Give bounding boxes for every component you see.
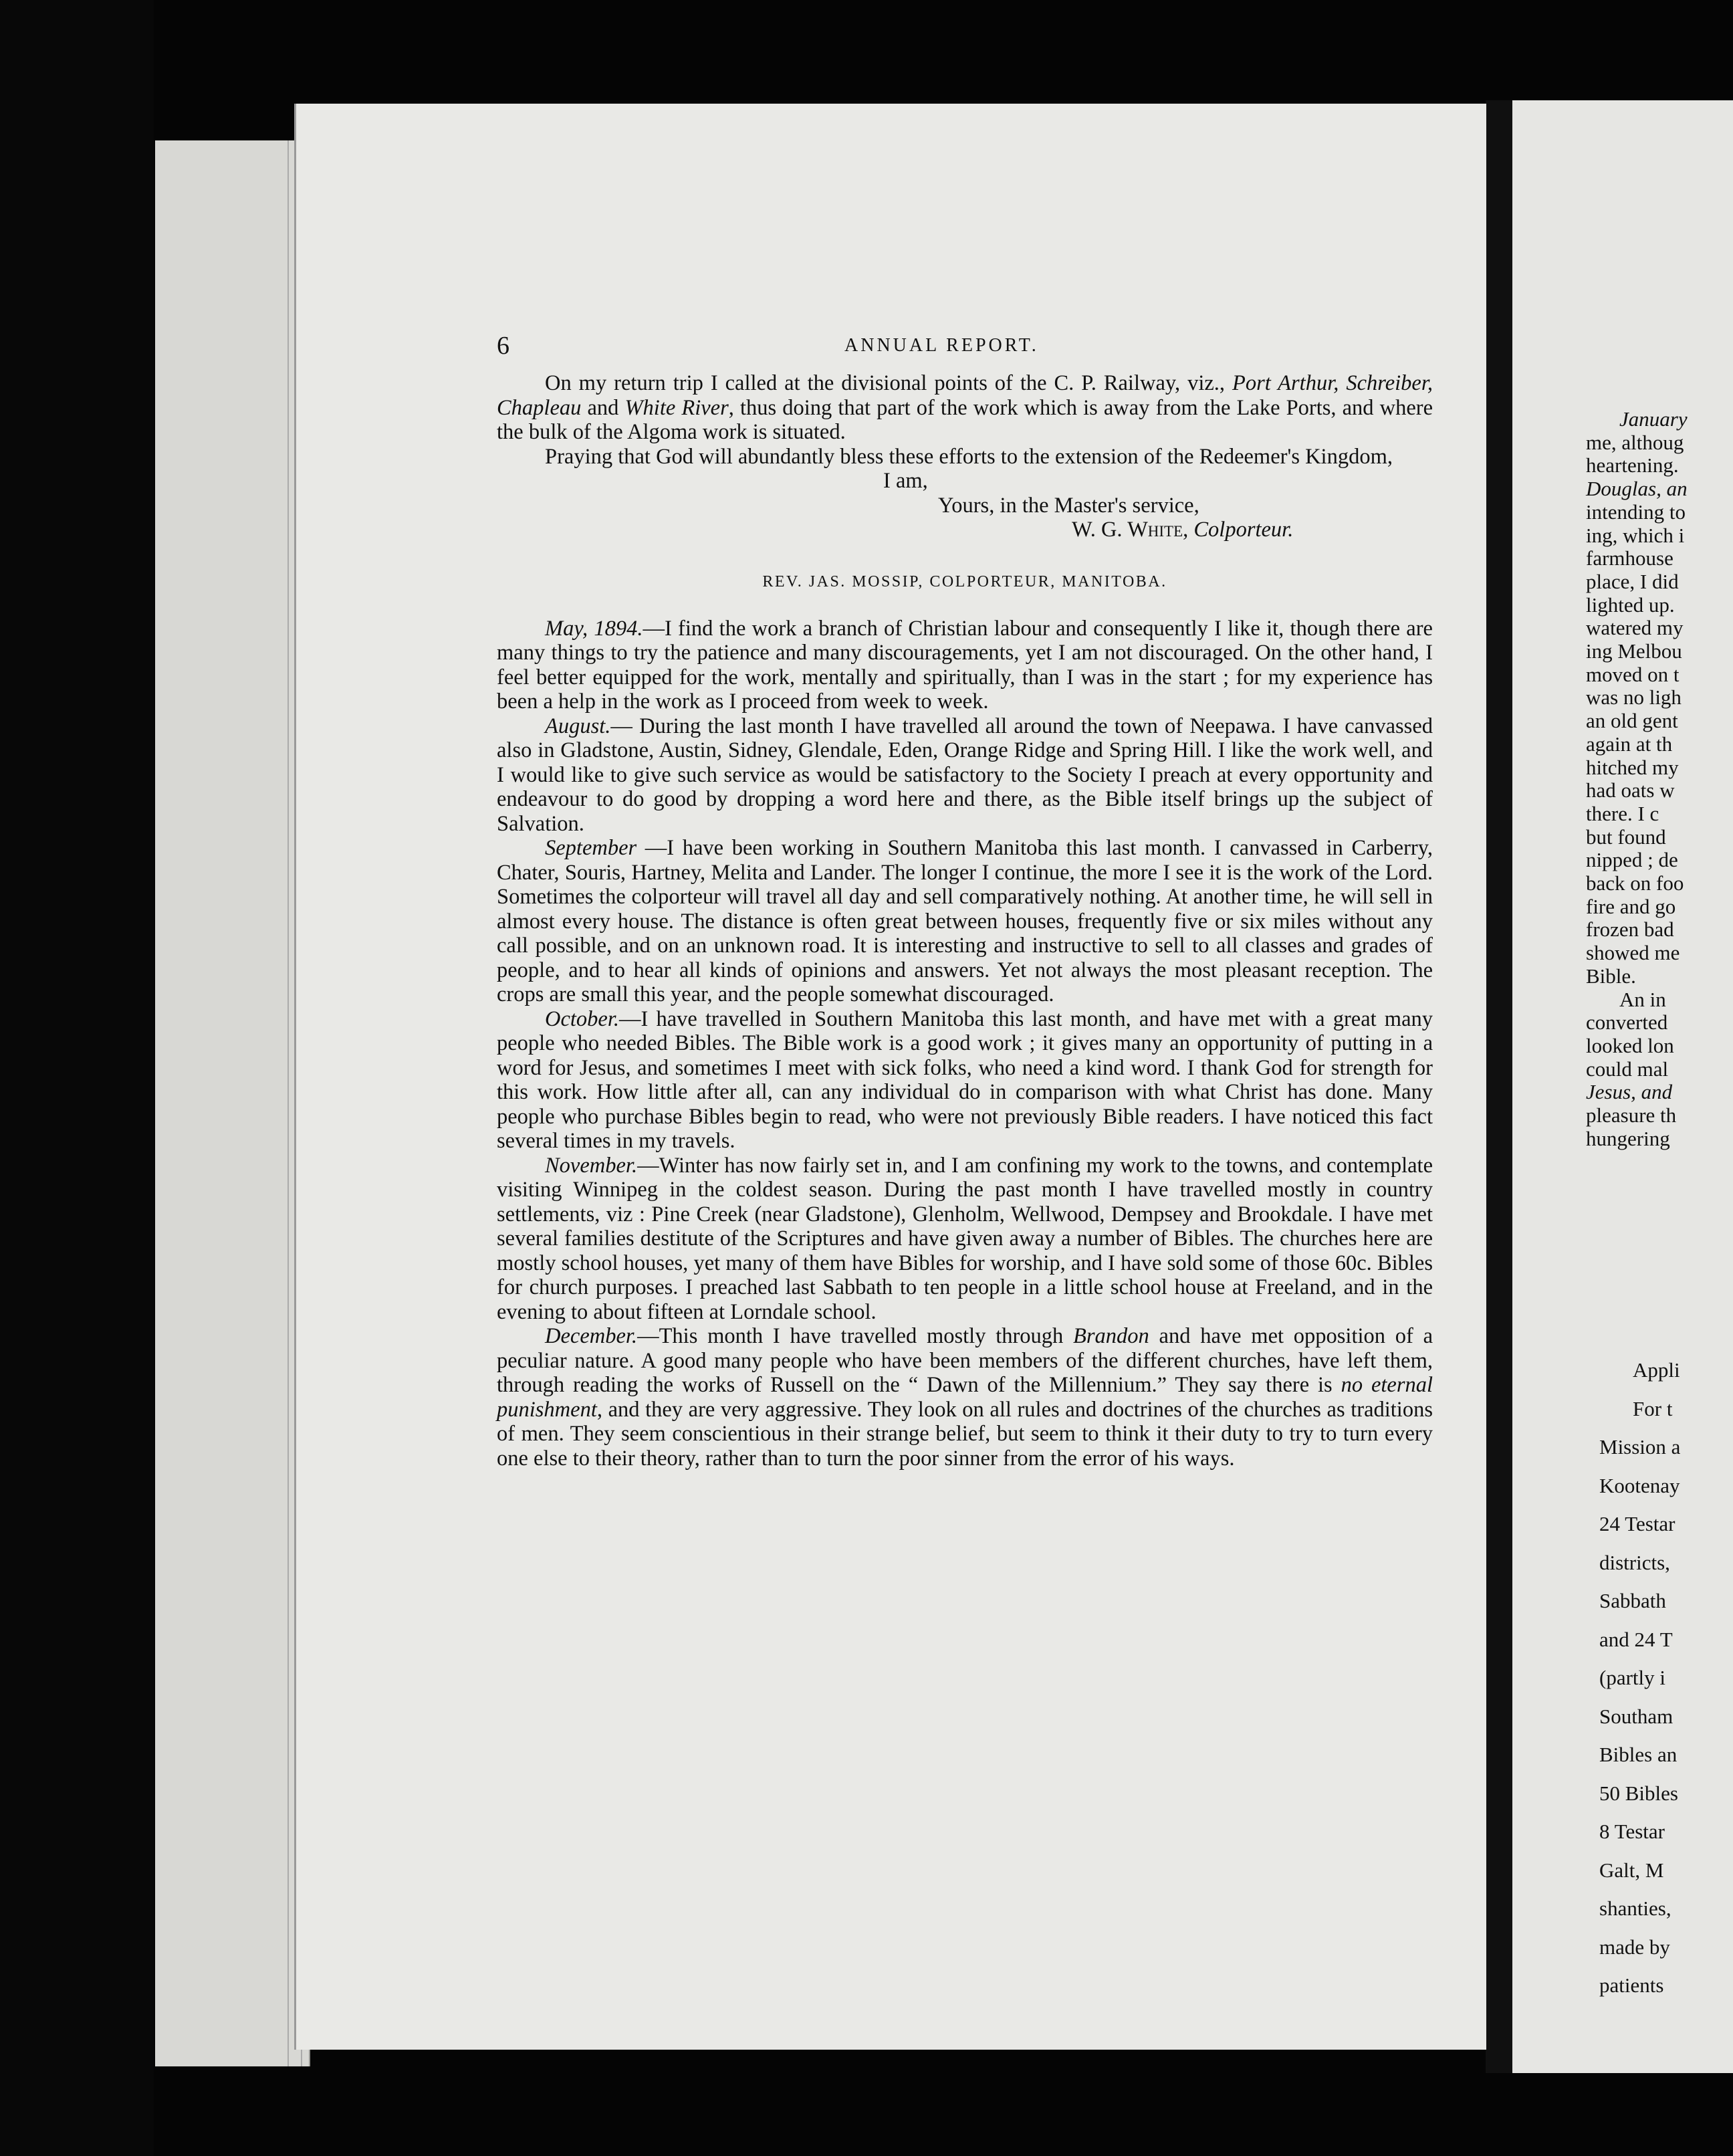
facing-page-line: converted	[1586, 1010, 1668, 1035]
facing-page-line: Bible.	[1586, 964, 1636, 988]
facing-page-line: Southam	[1599, 1704, 1673, 1728]
facing-page-line: heartening.	[1586, 453, 1679, 477]
signature: W. G. White, Colporteur.	[1072, 518, 1294, 542]
facing-page-line: Appli	[1633, 1358, 1680, 1382]
facing-page-line: looked lon	[1586, 1033, 1674, 1057]
facing-page-line: ing Melbou	[1586, 639, 1682, 663]
facing-page-line: For t	[1633, 1396, 1673, 1420]
facing-page-line: intending to	[1586, 500, 1686, 524]
facing-page-line: shanties,	[1599, 1897, 1671, 1920]
page-number: 6	[497, 332, 509, 360]
facing-page-line: fire and go	[1586, 894, 1676, 918]
facing-page-line: farmhouse	[1586, 546, 1673, 570]
page-stack-edge	[155, 140, 310, 2066]
facing-page-text-bottom	[1599, 1351, 1733, 2005]
facing-page-text-top	[1586, 408, 1733, 1151]
report-entry: September —I have been working in Southern Manitoba this last month. I canvassed in Carberry, Chater, Souris, Hartney, Melita and Lander. The longer I continue, the more I see it is the work of the Lord. Sometimes the colporteur will travel all day and sell comparatively nothing. At another time, he will sell in almost every house. The distance is often great between houses, frequently five or six miles without any call possible, and on an unknown road. It is interesting and instructive to sell to all classes and grades of people, and to hear all kinds of opinions and answers. Yet not always the most pleasant reception. The crops are small this year, and the people somewhat discouraged.	[497, 836, 1433, 1006]
facing-page-line: watered my	[1586, 616, 1684, 640]
facing-page-line: had oats w	[1586, 778, 1675, 802]
running-head	[497, 331, 1433, 371]
facing-page-line: back on foo	[1586, 871, 1684, 895]
facing-page-line: Kootenay	[1599, 1473, 1680, 1497]
facing-page-line: Sabbath	[1599, 1589, 1666, 1612]
facing-page-line: me, althoug	[1586, 430, 1684, 454]
running-title: ANNUAL REPORT.	[844, 335, 1039, 356]
report-entry: November.—Winter has now fairly set in, and I am confining my work to the towns, and contemplate visiting Winnipeg in the coldest season. During the past month I have travelled mostly in country settlements, viz : Pine Creek (near Gladstone), Glenholm, Wellwood, Dempsey and Brookdale. I have met several families destitute of the Scriptures and have given away a number of Bibles. The churches here are mostly school houses, yet many of them have Bibles for worship, and I have sold some of those 60c. Bibles for church purposes. I preached last Sabbath to ten people in a little school house at Freeland, and in the evening to about fifteen at Lorndale school.	[497, 1153, 1433, 1324]
letter-paragraph: On my return trip I called at the divisional points of the C. P. Railway, viz., Port Arthur, Schreiber, Chapleau and White River, thus doing that part of the work which is away from the Lake Ports, and where the bulk of the Algoma work is situated.	[497, 371, 1433, 444]
facing-page-line: there. I c	[1586, 801, 1659, 825]
facing-page-line: Mission a	[1599, 1435, 1681, 1459]
facing-page-line: 24 Testar	[1599, 1512, 1676, 1535]
facing-page-line: Galt, M	[1599, 1858, 1664, 1882]
facing-page-line: ing, which i	[1586, 523, 1685, 547]
facing-page-line: hitched my	[1586, 755, 1679, 779]
facing-page-line: made by	[1599, 1935, 1670, 1959]
scan-background	[0, 0, 154, 2156]
facing-page-line: was no ligh	[1586, 685, 1682, 710]
facing-page-line: and 24 T	[1599, 1627, 1673, 1651]
closing-i-am: I am,	[883, 469, 928, 493]
book-gutter	[1486, 100, 1512, 2073]
report-entry: October.—I have travelled in Southern Manitoba this last month, and have met with a great many people who needed Bibles. The Bible work is a good work ; it gives many an opportunity of putting in a word for Jesus, and sometimes I meet with sick folks, who need a kind word. I thank God for strength for this work. How little after all, can any individual do in comparison with what Christ has done. Many people who purchase Bibles begin to read, who were not previously Bible readers. I have noticed this fact several times in my travels.	[497, 1006, 1433, 1153]
facing-page-line: Douglas, an	[1586, 477, 1688, 501]
facing-page-line: patients	[1599, 1973, 1664, 1997]
facing-page-line: moved on t	[1586, 662, 1680, 686]
letter-paragraph: Praying that God will abundantly bless these efforts to the extension of the Redeemer's Kingdom,	[545, 444, 1393, 469]
facing-page-line: 50 Bibles	[1599, 1781, 1678, 1805]
facing-page-line: lighted up.	[1586, 592, 1675, 617]
report-entry: May, 1894.—I find the work a branch of Christian labour and consequently I like it, though there are many things to try the patience and many discouragements, yet I am not discouraged. On the other hand, I feel better equipped for the work, mentally and spiritually, than I was in the start ; for my experience has been a help in the work as I proceed from week to week.	[497, 616, 1433, 714]
facing-page-line: An in	[1619, 987, 1666, 1011]
report-entry: December.—This month I have travelled mostly through Brandon and have met opposition of a peculiar nature. A good many people who have been members of the different churches, have left them, through reading the works of Russell on the “ Dawn of the Millennium.” They say there is no eternal punishment, and they are very aggressive. They look on all rules and doctrines of the churches as traditions of men. They seem conscientious in their strange belief, but seem to think it their duty to try to turn every one else to their theory, rather than to turn the poor sinner from the error of his ways.	[497, 1324, 1433, 1471]
facing-page-line: (partly i	[1599, 1666, 1665, 1689]
facing-page-line: frozen bad	[1586, 918, 1674, 942]
report-entry: August.— During the last month I have travelled all around the town of Neepawa. I have canvassed also in Gladstone, Austin, Sidney, Glendale, Eden, Orange Ridge and Spring Hill. I like the work well, and I would like to give such service as would be satisfactory to the Society I preach at every opportunity and endeavour to do good by dropping a word here and there, as the Bible itself brings up the subject of Salvation.	[497, 714, 1433, 836]
facing-page-line: Bibles an	[1599, 1743, 1678, 1766]
facing-page-line: 8 Testar	[1599, 1820, 1665, 1843]
closing-yours: Yours, in the Master's service,	[938, 493, 1199, 518]
facing-page-line: showed me	[1586, 941, 1680, 965]
facing-page-line: place, I did	[1586, 569, 1679, 593]
facing-page-line: an old gent	[1586, 709, 1678, 733]
facing-page-line: could mal	[1586, 1057, 1669, 1081]
left-page	[294, 104, 1486, 2050]
section-heading: REV. JAS. MOSSIP, COLPORTEUR, MANITOBA.	[762, 572, 1167, 590]
facing-page-line: pleasure th	[1586, 1103, 1677, 1127]
facing-page-line: nipped ; de	[1586, 848, 1678, 872]
facing-page	[1512, 100, 1733, 2073]
facing-page-line: districts,	[1599, 1550, 1670, 1574]
facing-page-line: hungering	[1586, 1126, 1670, 1150]
facing-page-line: Jesus, and	[1586, 1080, 1673, 1104]
facing-page-line: January	[1619, 407, 1688, 431]
facing-page-line: but found	[1586, 825, 1666, 849]
facing-page-line: again at th	[1586, 732, 1673, 756]
page-content	[497, 331, 1433, 1471]
